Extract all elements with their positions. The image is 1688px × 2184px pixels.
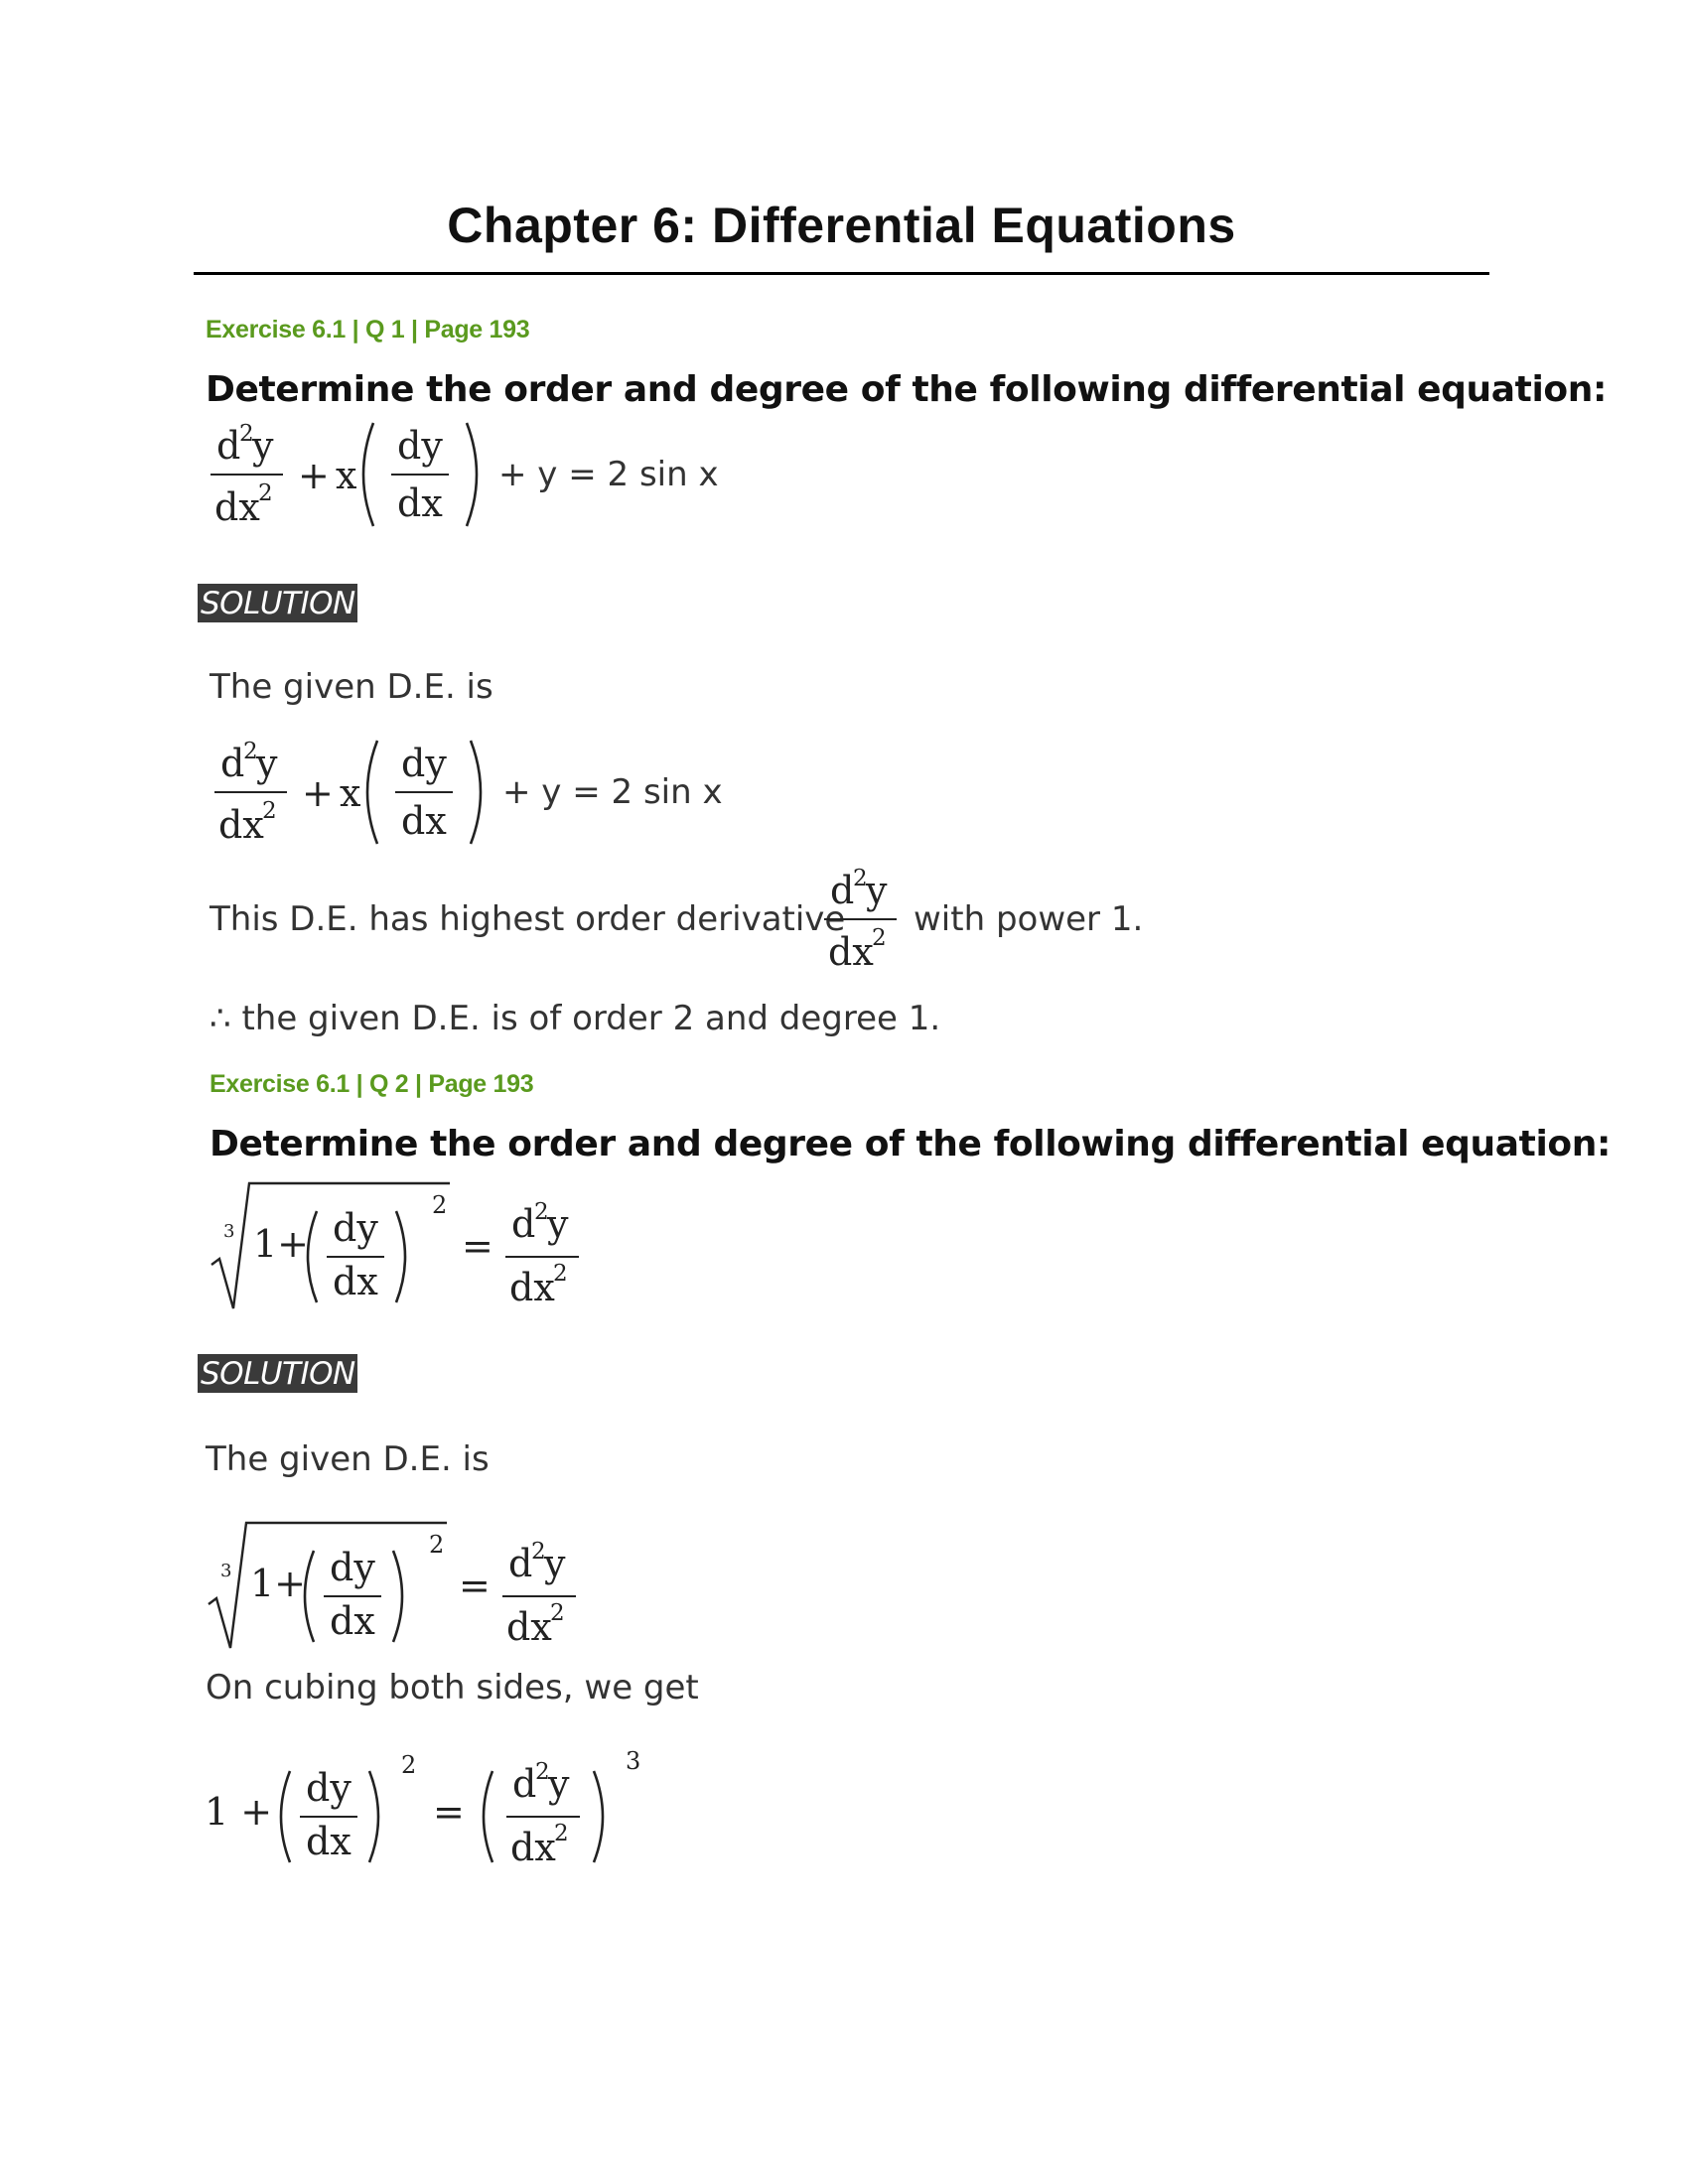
svg-text:2: 2 — [531, 1539, 546, 1565]
svg-text:1+: 1+ — [253, 1222, 310, 1266]
highest-order-suffix-q1: with power 1. — [914, 899, 1144, 939]
svg-text:dy: dy — [397, 424, 443, 468]
svg-text:dx: dx — [218, 803, 264, 847]
svg-text:3: 3 — [626, 1747, 641, 1775]
highest-order-prefix-q1: This D.E. has highest order derivative — [210, 899, 846, 939]
svg-text:dy: dy — [401, 742, 447, 785]
svg-text:x: x — [340, 771, 361, 815]
solution-equation-q1-rhs: + y = 2 sin x — [502, 772, 723, 812]
svg-text:dx: dx — [214, 485, 260, 529]
solution-badge-q1: SOLUTION — [198, 584, 357, 622]
cubed-equation-q2 — [203, 1737, 659, 1880]
svg-text:3: 3 — [220, 1561, 232, 1581]
svg-text:dx: dx — [828, 930, 874, 973]
svg-text:2: 2 — [535, 1759, 550, 1785]
highest-order-derivative-q1 — [822, 862, 902, 977]
svg-text:y: y — [547, 1202, 569, 1246]
svg-text:dx: dx — [330, 1599, 375, 1643]
svg-text:2: 2 — [401, 1751, 417, 1779]
conclusion-q1: ∴ the given D.E. is of order 2 and degree 1. — [210, 999, 941, 1038]
solution-badge-q2: SOLUTION — [198, 1354, 357, 1393]
svg-text:dy: dy — [330, 1546, 375, 1589]
svg-text:d: d — [511, 1202, 536, 1246]
question-heading-q1: Determine the order and degree of the following differential equation: — [206, 369, 1607, 410]
svg-text:+: + — [302, 771, 334, 815]
svg-text:=: = — [459, 1564, 491, 1607]
svg-text:dx: dx — [333, 1260, 378, 1303]
solution-equation-q2 — [199, 1517, 596, 1660]
svg-text:2: 2 — [853, 866, 868, 891]
svg-text:1 +: 1 + — [205, 1790, 273, 1834]
svg-text:2: 2 — [258, 480, 273, 506]
svg-text:d: d — [508, 1542, 533, 1585]
svg-text:+: + — [298, 454, 330, 497]
svg-text:dy: dy — [306, 1766, 352, 1810]
svg-text:dx: dx — [397, 481, 443, 525]
svg-text:dx: dx — [306, 1820, 352, 1863]
svg-text:2: 2 — [262, 798, 277, 824]
svg-text:d: d — [512, 1762, 537, 1806]
cubing-text-q2: On cubing both sides, we get — [206, 1668, 699, 1707]
svg-text:2: 2 — [554, 1821, 569, 1846]
svg-text:2: 2 — [429, 1531, 445, 1559]
equation-q1-rhs: + y = 2 sin x — [498, 455, 719, 494]
svg-text:y: y — [548, 1762, 570, 1806]
svg-text:dx: dx — [401, 799, 447, 843]
svg-text:y: y — [256, 742, 278, 785]
svg-text:x: x — [336, 454, 357, 497]
solution-intro-q2: The given D.E. is — [206, 1439, 490, 1479]
question-heading-q2: Determine the order and degree of the following differential equation: — [210, 1124, 1611, 1164]
svg-text:2: 2 — [872, 925, 887, 951]
svg-text:dx: dx — [509, 1266, 555, 1309]
svg-text:2: 2 — [243, 739, 258, 764]
equation-q2 — [202, 1177, 599, 1320]
svg-text:y: y — [866, 869, 888, 912]
chapter-title: Chapter 6: Differential Equations — [447, 198, 1236, 253]
svg-text:2: 2 — [239, 421, 254, 447]
svg-text:y: y — [252, 424, 274, 468]
svg-text:dx: dx — [510, 1826, 556, 1869]
svg-text:d: d — [220, 742, 245, 785]
svg-text:d: d — [216, 424, 241, 468]
svg-text:dy: dy — [333, 1206, 378, 1250]
svg-text:=: = — [462, 1224, 493, 1268]
title-divider — [194, 272, 1489, 275]
exercise-ref-q2: Exercise 6.1 | Q 2 | Page 193 — [210, 1070, 534, 1098]
svg-text:=: = — [433, 1790, 465, 1834]
svg-text:2: 2 — [534, 1199, 549, 1225]
svg-text:3: 3 — [223, 1221, 235, 1242]
exercise-ref-q1: Exercise 6.1 | Q 1 | Page 193 — [206, 316, 530, 343]
svg-text:d: d — [830, 869, 855, 912]
svg-text:2: 2 — [432, 1191, 448, 1219]
svg-text:y: y — [544, 1542, 566, 1585]
svg-text:2: 2 — [553, 1261, 568, 1287]
svg-text:dx: dx — [506, 1605, 552, 1649]
svg-text:2: 2 — [550, 1600, 565, 1626]
solution-intro-q1: The given D.E. is — [210, 667, 493, 707]
svg-text:1+: 1+ — [250, 1562, 307, 1605]
